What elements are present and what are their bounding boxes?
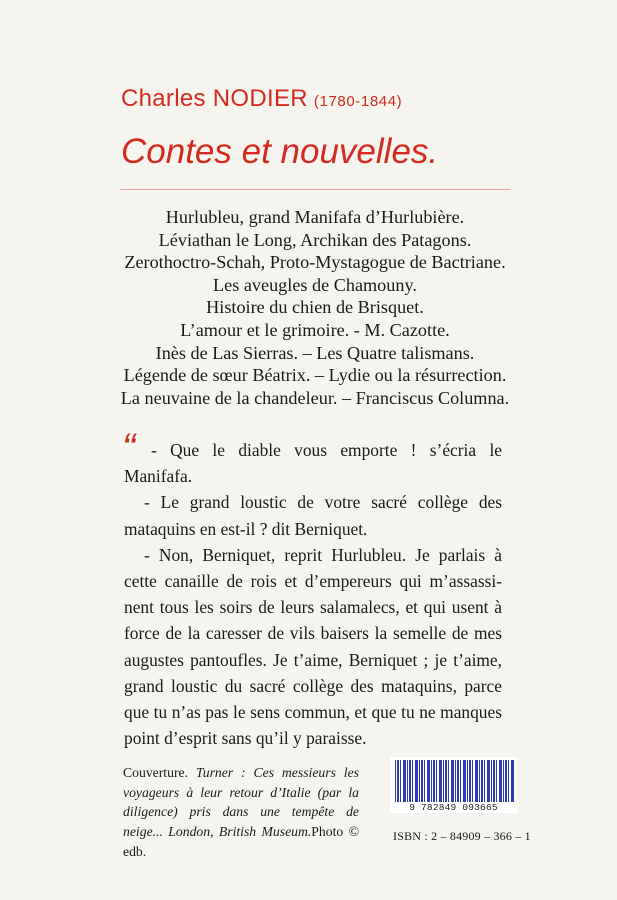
barcode-icon	[395, 760, 515, 802]
contents-item: L’amour et le grimoire. - M. Cazotte.	[180, 319, 450, 340]
photo-credit: edb.	[123, 843, 147, 859]
contents-item: Hurlubleu, grand Manifafa d’Hurlubière.	[165, 207, 465, 227]
contents-item: Légende de sœur Béatrix. – Lydie ou la résurrection.	[123, 365, 507, 386]
author-dates: (1780-1844)	[313, 93, 403, 110]
excerpt-paragraph: - Que le diable vous emporte ! s’écria le Manifafa.	[124, 440, 502, 487]
contents-item: Histoire du chien de Brisquet.	[206, 297, 424, 318]
excerpt-paragraph: - Le grand loustic de votre sacré collège des mataquins en est-il ? dit Berniquet.	[124, 492, 502, 539]
contents-list	[90, 206, 540, 409]
contents-item: Zerothoctro-Schah, Proto-Mystagogue de Bactriane.	[124, 252, 506, 273]
author-label: Charles NODIER	[121, 85, 308, 112]
contents-item: Les aveugles de Chamouny.	[213, 274, 417, 295]
book-title: Contes et nouvelles.	[121, 132, 439, 171]
cover-artist: Turner :	[195, 765, 246, 780]
excerpt-block	[124, 437, 502, 751]
cover-label: Couverture.	[123, 765, 188, 780]
barcode-digits: 9 782849 093665	[409, 802, 498, 813]
title-divider	[120, 189, 511, 190]
cover-location: London, British Museum.	[168, 824, 312, 840]
contents-item: Léviathan le Long, Archikan des Patagons.	[158, 229, 472, 250]
cover-description: Ces messieurs les voyageurs à leur retour d’Italie (par la diligence) pris dans une tempête de neige...	[123, 765, 359, 840]
contents-item: Inès de Las Sierras. – Les Quatre talismans.	[155, 342, 475, 363]
cover-credit	[123, 763, 359, 862]
photo-credit-label: Photo ©	[311, 824, 359, 840]
open-quote-mark: “	[122, 426, 136, 470]
excerpt-paragraph: - Non, Berniquet, reprit Hurlubleu. Je parlais à cette canaille de rois et d’empereurs qui m’assassinent tous les soirs de leurs salamalecs, et qui usent à force de la caresser de vils baisers la semelle de mes augustes pantoufles. Je t’aime, Berniquet ; je t’aime, grand loustic du sacré collège des mataquins, parce que tu n’as pas le sens commun, et que tu ne manques point d’esprit sans qu’il y paraisse.	[124, 544, 502, 749]
author-name	[121, 85, 402, 113]
isbn-number: ISBN : 2 – 84909 – 366 – 1	[393, 829, 531, 843]
contents-item: La neuvaine de la chandeleur. – Franciscus Columna.	[120, 387, 510, 408]
